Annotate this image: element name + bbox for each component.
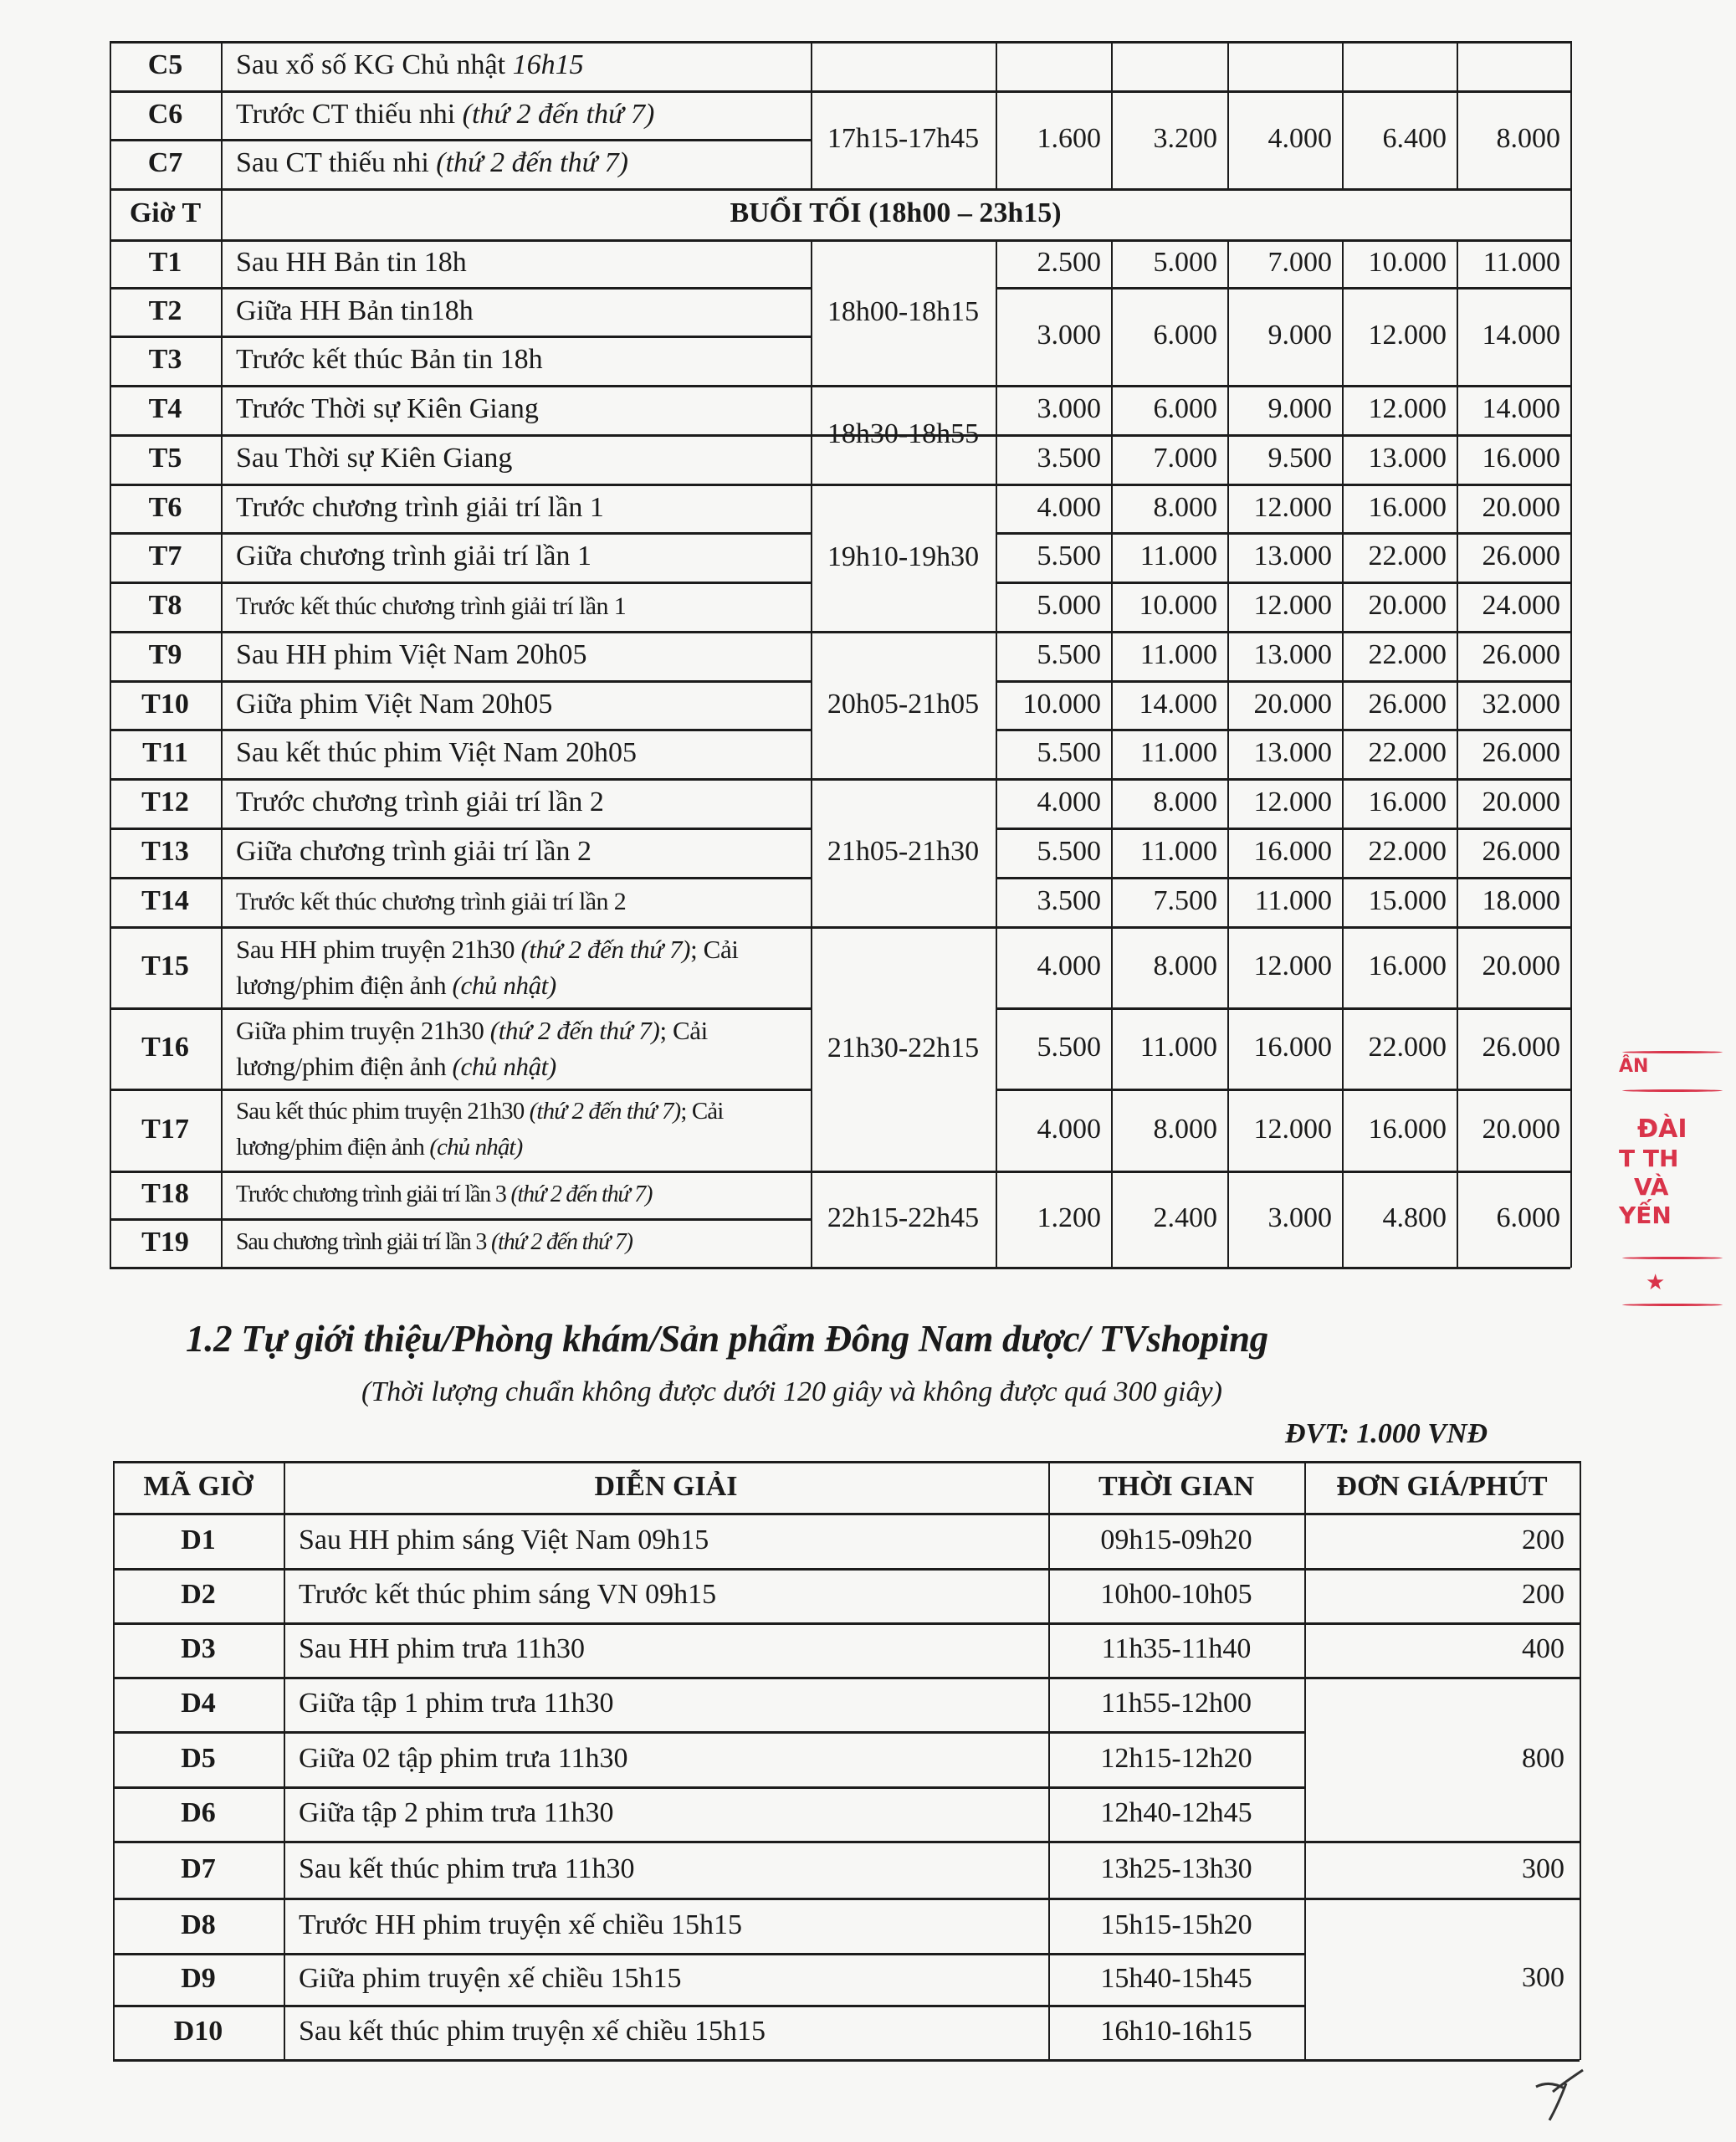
row-description: Sau HH Bản tin 18h xyxy=(236,247,467,279)
price-cell: 13.000 xyxy=(1368,443,1447,474)
price-cell: 7.000 xyxy=(1267,247,1332,279)
price-cell: 11.000 xyxy=(1139,541,1217,572)
price-cell: 20.000 xyxy=(1482,1113,1560,1145)
price-cell: 3.000 xyxy=(1037,320,1101,351)
row-code: C5 xyxy=(147,49,183,81)
price-cell: 8.000 xyxy=(1496,123,1560,155)
price-cell: 300 xyxy=(1522,1852,1564,1884)
price-cell: 3.500 xyxy=(1037,885,1101,917)
section-subtitle: (Thời lượng chuẩn không được dưới 120 giây và không được quá 300 giây) xyxy=(361,1376,1222,1407)
official-seal-stamp: ÂN ĐÀI T TH VÀ YẾN ★ xyxy=(1619,1038,1736,1322)
price-cell: 16.000 xyxy=(1253,836,1332,868)
price-cell: 5.500 xyxy=(1037,836,1101,868)
row-description: Sau xổ số KG Chủ nhật 16h15 xyxy=(236,49,584,81)
price-cell: 1.200 xyxy=(1037,1202,1101,1234)
row-description: Trước kết thúc chương trình giải trí lần 1 xyxy=(236,592,627,620)
price-cell: 200 xyxy=(1522,1579,1564,1611)
price-cell: 20.000 xyxy=(1482,951,1560,982)
price-cell: 24.000 xyxy=(1482,590,1560,622)
price-cell: 26.000 xyxy=(1482,1032,1560,1063)
price-cell: 16.000 xyxy=(1368,787,1447,818)
price-cell: 9.000 xyxy=(1267,320,1332,351)
price-cell: 5.000 xyxy=(1153,247,1217,279)
price-cell: 400 xyxy=(1522,1633,1564,1665)
price-cell: 20.000 xyxy=(1253,688,1332,720)
price-cell: 22.000 xyxy=(1368,1032,1447,1063)
price-cell: 6.000 xyxy=(1153,393,1217,425)
row-description: Giữa phim Việt Nam 20h05 xyxy=(236,688,553,720)
row-description: Giữa HH Bản tin18h xyxy=(236,295,474,326)
price-cell: 2.500 xyxy=(1037,247,1101,279)
row-description: Giữa tập 2 phim trưa 11h30 xyxy=(299,1797,614,1829)
price-cell: 20.000 xyxy=(1482,491,1560,523)
row-description: Sau chương trình giải trí lần 3 (thứ 2 đến thứ 7) xyxy=(236,1229,632,1256)
row-code: D4 xyxy=(181,1688,216,1719)
price-cell: 11.000 xyxy=(1139,639,1217,671)
row-code: T11 xyxy=(142,737,188,769)
row-code: T10 xyxy=(141,688,189,720)
row-code: T3 xyxy=(148,344,182,376)
price-cell: 1.600 xyxy=(1037,123,1101,155)
row-code: D6 xyxy=(181,1797,216,1829)
row-description: Sau HH phim Việt Nam 20h05 xyxy=(236,639,587,671)
row-description: Giữa chương trình giải trí lần 2 xyxy=(236,836,591,868)
row-description: Sau Thời sự Kiên Giang xyxy=(236,443,513,474)
row-description: Sau kết thúc phim truyện 21h30 (thứ 2 đến thứ 7); Cải lương/phim điện ảnh (chủ nhật) xyxy=(236,1098,724,1161)
price-cell: 8.000 xyxy=(1153,951,1217,982)
price-cell: 4.800 xyxy=(1382,1202,1447,1234)
row-description: Sau HH phim sáng Việt Nam 09h15 xyxy=(299,1524,709,1555)
price-cell: 14.000 xyxy=(1139,688,1217,720)
price-cell: 20.000 xyxy=(1482,787,1560,818)
column-header-price: ĐƠN GIÁ/PHÚT xyxy=(1336,1470,1548,1502)
row-code: C6 xyxy=(147,98,183,130)
row-code: D9 xyxy=(181,1962,216,1994)
time-slot: 13h25-13h30 xyxy=(1100,1852,1252,1884)
price-cell: 10.000 xyxy=(1139,590,1217,622)
price-cell: 4.000 xyxy=(1267,123,1332,155)
price-cell: 32.000 xyxy=(1482,688,1560,720)
price-cell: 11.000 xyxy=(1139,1032,1217,1063)
row-description: Giữa 02 tập phim trưa 11h30 xyxy=(299,1742,628,1774)
row-description: Sau HH phim truyện 21h30 (thứ 2 đến thứ 7); Cải lương/phim điện ảnh (chủ nhật) xyxy=(236,934,739,1000)
time-slot: 11h55-12h00 xyxy=(1100,1688,1252,1719)
price-cell: 26.000 xyxy=(1482,541,1560,572)
price-cell: 12.000 xyxy=(1253,951,1332,982)
row-code: T1 xyxy=(148,247,182,279)
time-slot: 12h15-12h20 xyxy=(1100,1742,1252,1774)
row-code: T18 xyxy=(141,1178,189,1210)
time-slot: 20h05-21h05 xyxy=(827,688,980,720)
row-code: T13 xyxy=(141,836,189,868)
row-description: Trước HH phim truyện xế chiều 15h15 xyxy=(299,1909,742,1940)
price-cell: 16.000 xyxy=(1253,1032,1332,1063)
row-description: Giữa chương trình giải trí lần 1 xyxy=(236,541,591,572)
price-cell: 11.000 xyxy=(1139,737,1217,769)
row-description: Sau HH phim trưa 11h30 xyxy=(299,1633,586,1665)
time-slot: 11h35-11h40 xyxy=(1101,1633,1252,1665)
price-cell: 3.000 xyxy=(1267,1202,1332,1234)
price-cell: 5.500 xyxy=(1037,639,1101,671)
price-cell: 13.000 xyxy=(1253,737,1332,769)
price-cell: 12.000 xyxy=(1253,787,1332,818)
price-cell: 12.000 xyxy=(1368,393,1447,425)
price-cell: 8.000 xyxy=(1153,787,1217,818)
price-cell: 12.000 xyxy=(1253,590,1332,622)
currency-unit: ĐVT: 1.000 VNĐ xyxy=(1285,1418,1488,1449)
time-slot: 09h15-09h20 xyxy=(1100,1524,1252,1555)
price-cell: 14.000 xyxy=(1482,393,1560,425)
time-slot: 19h10-19h30 xyxy=(827,541,980,572)
price-cell: 26.000 xyxy=(1482,639,1560,671)
price-cell: 4.000 xyxy=(1037,787,1101,818)
price-cell: 2.400 xyxy=(1153,1202,1217,1234)
price-cell: 10.000 xyxy=(1368,247,1447,279)
price-cell: 12.000 xyxy=(1253,491,1332,523)
price-cell: 3.200 xyxy=(1153,123,1217,155)
price-cell: 26.000 xyxy=(1482,836,1560,868)
price-cell: 26.000 xyxy=(1368,688,1447,720)
row-description: Trước chương trình giải trí lần 2 xyxy=(236,787,604,818)
row-code: T14 xyxy=(141,885,189,917)
price-cell: 15.000 xyxy=(1368,885,1447,917)
column-header-description: DIỄN GIẢI xyxy=(594,1470,738,1502)
row-code: T9 xyxy=(148,639,182,671)
row-code: T4 xyxy=(148,393,182,425)
price-cell: 10.000 xyxy=(1022,688,1101,720)
price-cell: 4.000 xyxy=(1037,951,1101,982)
star-icon: ★ xyxy=(1646,1270,1666,1295)
price-cell: 5.500 xyxy=(1037,737,1101,769)
row-code: T5 xyxy=(148,443,182,474)
row-description: Sau CT thiếu nhi (thứ 2 đến thứ 7) xyxy=(236,147,628,179)
row-description: Sau kết thúc phim trưa 11h30 xyxy=(299,1852,635,1884)
row-code: T6 xyxy=(148,491,182,523)
row-code: D1 xyxy=(181,1524,216,1555)
price-cell: 5.500 xyxy=(1037,541,1101,572)
price-cell: 6.000 xyxy=(1153,320,1217,351)
row-description: Trước kết thúc Bản tin 18h xyxy=(236,344,543,376)
price-cell: 16.000 xyxy=(1368,491,1447,523)
price-cell: 11.000 xyxy=(1139,836,1217,868)
price-cell: 11.000 xyxy=(1483,247,1560,279)
time-slot: 22h15-22h45 xyxy=(827,1202,980,1234)
price-cell: 3.000 xyxy=(1037,393,1101,425)
price-cell: 16.000 xyxy=(1482,443,1560,474)
price-cell: 22.000 xyxy=(1368,737,1447,769)
row-description: Trước kết thúc phim sáng VN 09h15 xyxy=(299,1579,717,1611)
signature-mark xyxy=(1533,2058,1633,2125)
price-cell: 5.000 xyxy=(1037,590,1101,622)
section-title: 1.2 Tự giới thiệu/Phòng khám/Sản phẩm Đông Nam dược/ TVshoping xyxy=(186,1318,1268,1360)
time-slot: 15h40-15h45 xyxy=(1100,1962,1252,1994)
row-code: T19 xyxy=(141,1226,189,1258)
time-slot: 21h05-21h30 xyxy=(827,836,980,868)
row-code: D7 xyxy=(181,1852,216,1884)
row-code: T15 xyxy=(141,951,189,982)
row-code: T7 xyxy=(148,541,182,572)
price-cell: 9.000 xyxy=(1267,393,1332,425)
time-slot: 17h15-17h45 xyxy=(827,123,980,155)
time-slot: 16h10-16h15 xyxy=(1100,2016,1252,2047)
price-cell: 16.000 xyxy=(1368,1113,1447,1145)
price-cell: 26.000 xyxy=(1482,737,1560,769)
row-description: Sau kết thúc phim truyện xế chiều 15h15 xyxy=(299,2016,766,2047)
column-header-time: THỜI GIAN xyxy=(1098,1470,1255,1502)
row-code: T8 xyxy=(148,590,182,622)
time-slot: 10h00-10h05 xyxy=(1100,1579,1252,1611)
price-cell: 8.000 xyxy=(1153,491,1217,523)
row-code: D3 xyxy=(181,1633,216,1665)
row-description: Giữa phim truyện xế chiều 15h15 xyxy=(299,1962,682,1994)
row-description: Trước chương trình giải trí lần 1 xyxy=(236,491,604,523)
price-cell: 5.500 xyxy=(1037,1032,1101,1063)
price-cell: 18.000 xyxy=(1482,885,1560,917)
price-cell: 20.000 xyxy=(1368,590,1447,622)
price-cell: 22.000 xyxy=(1368,836,1447,868)
time-slot: 15h15-15h20 xyxy=(1100,1909,1252,1940)
row-code: D2 xyxy=(181,1579,216,1611)
time-slot: 21h30-22h15 xyxy=(827,1032,980,1063)
price-cell: 7.000 xyxy=(1153,443,1217,474)
row-description: Trước Thời sự Kiên Giang xyxy=(236,393,539,425)
row-code: T16 xyxy=(141,1032,189,1063)
row-description: Giữa tập 1 phim trưa 11h30 xyxy=(299,1688,614,1719)
row-description: Giữa phim truyện 21h30 (thứ 2 đến thứ 7); Cải lương/phim điện ảnh (chủ nhật) xyxy=(236,1015,708,1081)
price-cell: 3.500 xyxy=(1037,443,1101,474)
price-cell: 11.000 xyxy=(1254,885,1332,917)
row-code: T2 xyxy=(148,295,182,326)
price-cell: 800 xyxy=(1522,1742,1564,1774)
price-cell: 22.000 xyxy=(1368,639,1447,671)
price-cell: 6.000 xyxy=(1496,1202,1560,1234)
time-slot: 18h00-18h15 xyxy=(827,295,980,327)
price-cell: 4.000 xyxy=(1037,1113,1101,1145)
row-code: C7 xyxy=(147,147,183,179)
price-cell: 6.400 xyxy=(1382,123,1447,155)
price-cell: 12.000 xyxy=(1368,320,1447,351)
price-cell: 4.000 xyxy=(1037,491,1101,523)
price-cell: 8.000 xyxy=(1153,1113,1217,1145)
row-code: D8 xyxy=(181,1909,216,1940)
price-cell: 7.500 xyxy=(1153,885,1217,917)
section-code-header: Giờ T xyxy=(129,197,202,229)
row-description: Trước chương trình giải trí lần 3 (thứ 2 đến thứ 7) xyxy=(236,1181,653,1207)
price-cell: 22.000 xyxy=(1368,541,1447,572)
row-description: Trước kết thúc chương trình giải trí lần 2 xyxy=(236,887,627,915)
row-code: T17 xyxy=(141,1113,189,1145)
price-cell: 14.000 xyxy=(1482,320,1560,351)
price-cell: 16.000 xyxy=(1368,951,1447,982)
column-header-code: MÃ GIỜ xyxy=(143,1470,253,1502)
row-code: D10 xyxy=(173,2016,223,2047)
price-cell: 200 xyxy=(1522,1524,1564,1555)
price-cell: 13.000 xyxy=(1253,639,1332,671)
price-cell: 300 xyxy=(1522,1962,1564,1994)
time-slot: 12h40-12h45 xyxy=(1100,1797,1252,1829)
row-code: D5 xyxy=(181,1742,216,1774)
row-description: Trước CT thiếu nhi (thứ 2 đến thứ 7) xyxy=(236,98,655,130)
time-slot: 18h30-18h55 xyxy=(827,418,980,449)
price-cell: 12.000 xyxy=(1253,1113,1332,1145)
row-description: Sau kết thúc phim Việt Nam 20h05 xyxy=(236,737,637,769)
price-cell: 9.500 xyxy=(1267,443,1332,474)
price-cell: 13.000 xyxy=(1253,541,1332,572)
row-code: T12 xyxy=(141,787,189,818)
section-title-evening: BUỔI TỐI (18h00 – 23h15) xyxy=(730,197,1062,229)
